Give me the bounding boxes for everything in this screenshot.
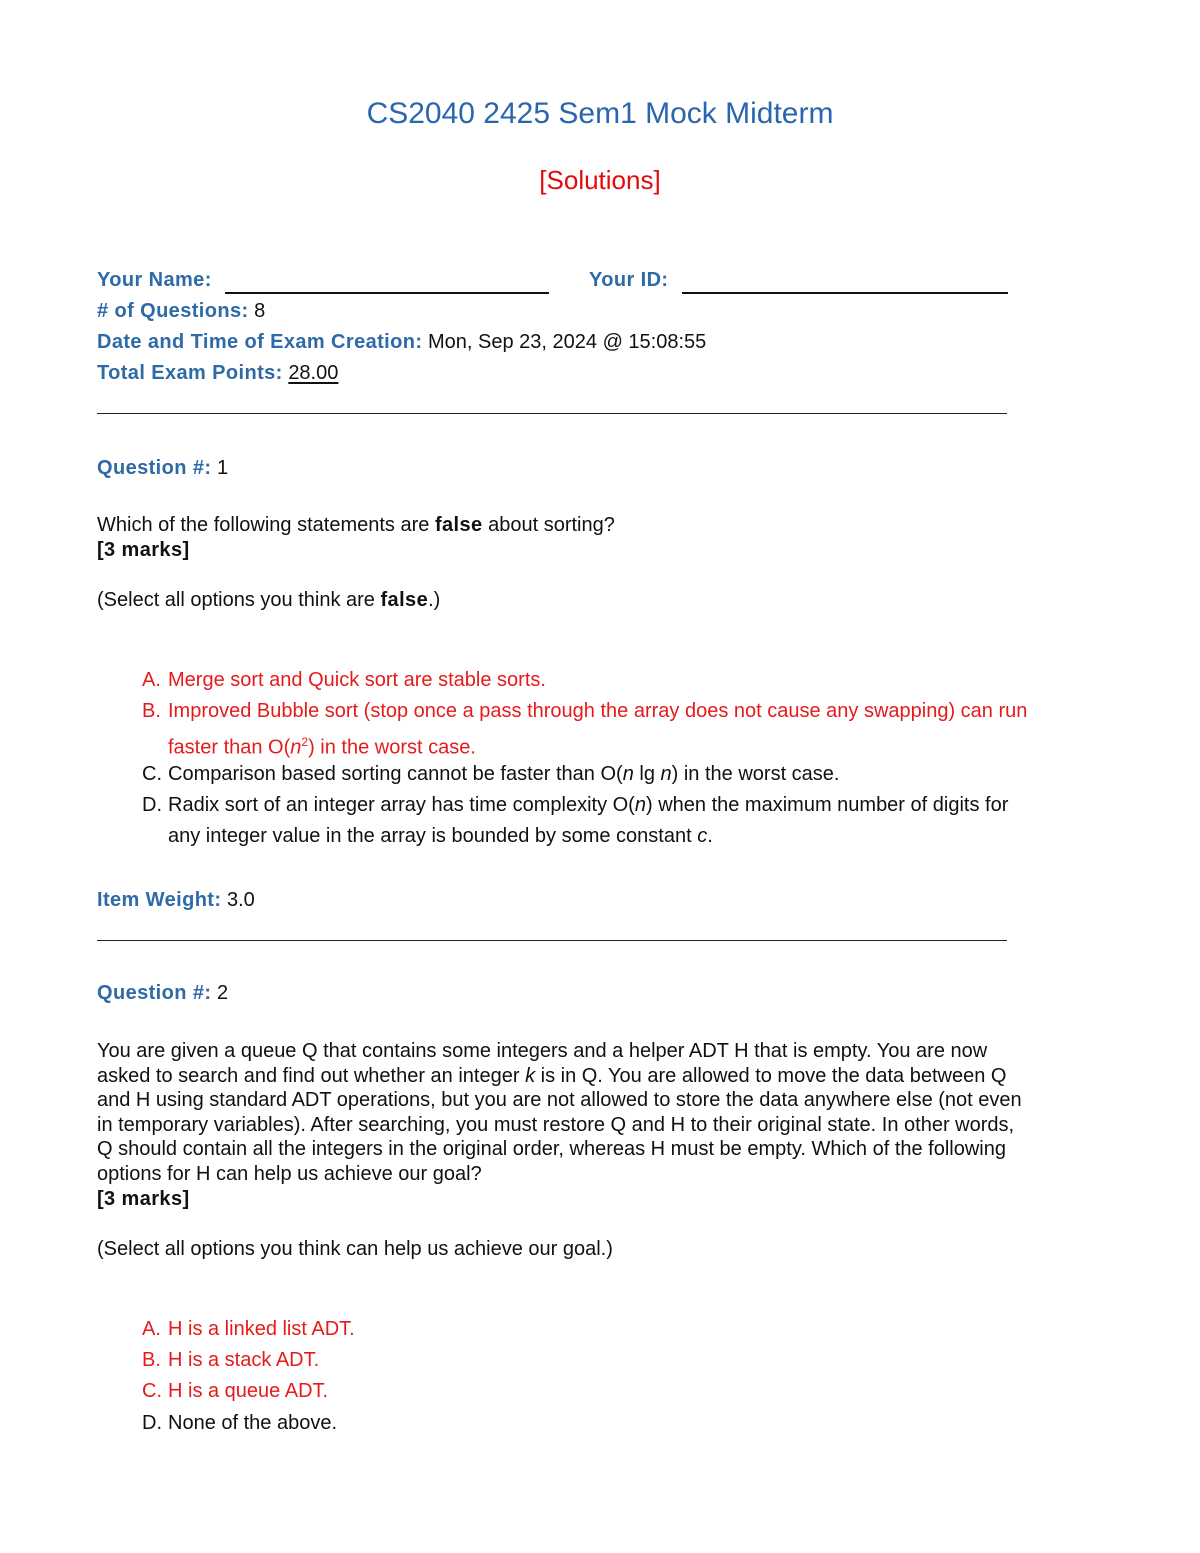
questions-count-value: 8 [254,300,266,322]
q1-option-a [142,665,1102,696]
item-weight-value: 3.0 [227,889,255,911]
q2-option-b [142,1345,1102,1376]
option-letter: A. [142,669,161,691]
prompt-text: Which of the following statements are [97,514,435,536]
prompt-line: You are given a queue Q that contains some integers and a helper ADT H that is empty. You are now [97,1040,988,1062]
prompt-line: Q should contain all the integers in the original order, whereas H must be empty. Which of the following [97,1138,1006,1161]
total-points-label: Total Exam Points: [97,362,283,384]
section-divider [97,413,1007,414]
exam-date-row [97,331,706,354]
option-letter: B. [142,1349,161,1371]
total-points-value: 28.00 [288,362,339,384]
question-1-marks: [3 marks] [97,538,190,561]
option-letter: D. [142,794,162,816]
questions-count-label: # of Questions: [97,300,249,322]
name-label: Your Name: [97,269,212,291]
option-text: Radix sort of an integer array has time complexity O(n) when the maximum number of digits for [168,794,1009,816]
prompt-line: asked to search and find out whether an integer k is in Q. You are allowed to move the data between Q [97,1064,1007,1087]
exam-date-label: Date and Time of Exam Creation: [97,331,423,353]
instruction-emphasis: false [380,589,429,611]
solutions-subtitle: [Solutions] [539,165,661,195]
option-text: Merge sort and Quick sort are stable sorts. [168,669,546,691]
option-letter: A. [142,1318,161,1340]
option-text: Comparison based sorting cannot be faster than O(n lg n) in the worst case. [168,763,840,785]
questions-count-row [97,300,265,323]
question-2-heading [97,982,228,1005]
question-number-label: Question #: [97,982,212,1004]
question-number-label: Question #: [97,457,212,479]
question-2-instruction: (Select all options you think can help us achieve our goal.) [97,1238,613,1260]
question-1-prompt [97,513,1097,562]
prompt-line: options for H can help us achieve our goal? [97,1162,482,1185]
q1-option-c [142,759,1102,790]
total-points-row [97,362,338,385]
name-blank-line [225,269,549,294]
question-1-heading [97,457,228,480]
q1-option-d [142,790,1102,852]
option-text: H is a linked list ADT. [168,1318,355,1340]
prompt-line: and H using standard ADT operations, but you are not allowed to store the data anywhere else (not even [97,1089,1022,1112]
prompt-line: in temporary variables). After searching, you must restore Q and H to their original state. In other words, [97,1113,1015,1136]
option-letter: C. [142,763,162,785]
item-weight-label: Item Weight: [97,889,222,911]
option-text-line2: any integer value in the array is bounded by some constant c. [168,825,713,847]
option-letter: B. [142,700,161,722]
option-text: H is a stack ADT. [168,1349,320,1371]
question-1-weight-row [97,889,255,912]
option-text: H is a queue ADT. [168,1380,329,1402]
q2-option-d [142,1408,1102,1439]
id-field-row [589,269,1008,294]
question-2-prompt [97,1039,1097,1211]
section-divider [97,940,1007,941]
option-text: Improved Bubble sort (stop once a pass through the array does not cause any swapping) can run [168,700,1028,722]
prompt-text: about sorting? [482,514,615,536]
q2-option-a [142,1314,1102,1345]
option-text-line2: faster than $O(n^2)$ in the worst case. [168,735,476,759]
question-2-marks: [3 marks] [97,1187,190,1210]
prompt-emphasis: false [434,514,483,536]
question-1-instruction [97,589,440,612]
option-letter: D. [142,1412,162,1434]
id-blank-line [682,269,1008,294]
question-number-value: 2 [216,982,229,1004]
instruction-text: .) [428,589,441,611]
option-text: None of the above. [168,1412,338,1434]
q2-option-c [142,1376,1102,1407]
exam-title: CS2040 2425 Sem1 Mock Midterm [366,97,834,130]
question-number-value: 1 [216,457,229,479]
exam-date-value: Mon, Sep 23, 2024 @ 15:08:55 [428,331,707,353]
id-label: Your ID: [589,269,669,291]
name-field-row [97,269,549,294]
q1-option-b [142,696,1102,758]
option-letter: C. [142,1380,162,1402]
instruction-text: (Select all options you think are [97,589,381,611]
